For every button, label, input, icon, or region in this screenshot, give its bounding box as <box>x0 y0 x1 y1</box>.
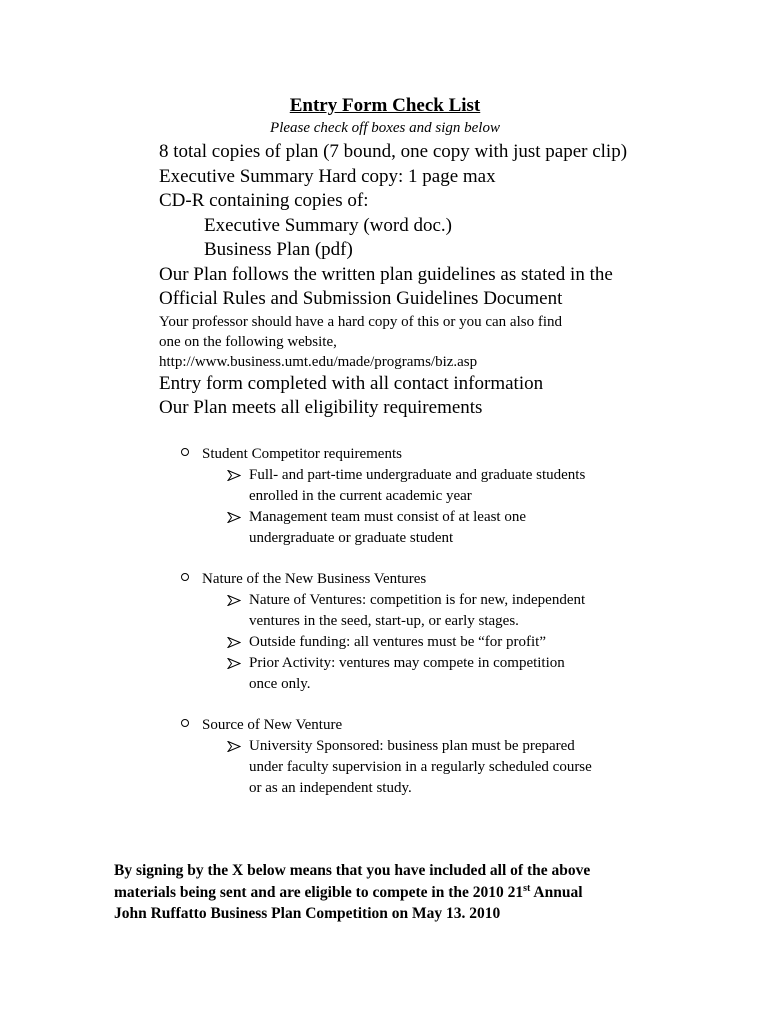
checklist-item-entry-form: Entry form completed with all contact information <box>159 372 544 394</box>
bullet-text: once only. <box>249 676 311 692</box>
circle-bullet-icon <box>181 573 189 581</box>
arrowhead-bullet-icon <box>227 590 241 611</box>
arrowhead-bullet-icon <box>227 736 241 757</box>
bullet-text: undergraduate or graduate student <box>249 530 454 546</box>
section-title: Student Competitor requirements <box>202 446 402 462</box>
eligibility-section-source <box>181 715 701 799</box>
arrowhead-bullet-icon <box>227 507 241 528</box>
arrowhead-bullet-icon <box>227 632 241 653</box>
signature-note <box>114 860 674 925</box>
list-item <box>181 507 701 549</box>
list-item <box>181 653 701 695</box>
checklist-item-guidelines-line1: Our Plan follows the written plan guidelines as stated in the <box>159 263 613 285</box>
arrowhead-bullet-icon <box>227 653 241 674</box>
checklist-item-eligibility: Our Plan meets all eligibility requirements <box>159 397 483 418</box>
bullet-text: ventures in the seed, start-up, or early stages. <box>249 613 519 629</box>
circle-bullet-icon <box>181 448 189 456</box>
bullet-text: under faculty supervision in a regularly scheduled course <box>249 759 592 775</box>
list-item <box>181 736 701 799</box>
ordinal-suffix: st <box>523 882 531 894</box>
list-item <box>181 632 701 653</box>
bullet-text: enrolled in the current academic year <box>249 488 472 504</box>
list-item <box>181 465 701 507</box>
bullet-text: Management team must consist of at least one <box>249 509 527 525</box>
bullet-text: Nature of Ventures: competition is for new, independent <box>249 592 586 608</box>
bullet-text: Full- and part-time undergraduate and graduate students <box>249 467 586 483</box>
signature-note-text: materials being sent and are eligible to compete in the 2010 21 <box>114 883 524 901</box>
signature-note-text: Annual <box>530 883 583 901</box>
guidelines-note-line2: one on the following website, <box>159 333 337 350</box>
list-item <box>181 590 701 632</box>
section-title: Source of New Venture <box>202 717 343 733</box>
checklist <box>159 140 719 421</box>
page-subtitle: Please check off boxes and sign below <box>270 120 500 136</box>
circle-bullet-icon <box>181 719 189 727</box>
signature-note-line: By signing by the X below means that you have included all of the above <box>114 862 591 879</box>
checklist-item-copies: 8 total copies of plan (7 bound, one copy with just paper clip) <box>159 141 628 162</box>
checklist-subitem-business-plan: Business Plan (pdf) <box>204 239 353 260</box>
bullet-text: University Sponsored: business plan must be prepared <box>249 738 575 754</box>
checklist-item-cdr: CD-R containing copies of: <box>159 190 369 211</box>
signature-note-line: John Ruffatto Business Plan Competition on May 13. 2010 <box>114 905 501 922</box>
section-title: Nature of the New Business Ventures <box>202 571 427 587</box>
signature-note-line <box>114 882 674 904</box>
arrowhead-bullet-icon <box>227 465 241 486</box>
checklist-subitem-exec-summary: Executive Summary (word doc.) <box>204 214 452 236</box>
bullet-text: Outside funding: all ventures must be “for profit” <box>249 634 547 650</box>
guidelines-url: http://www.business.umt.edu/made/programs/biz.asp <box>159 353 478 370</box>
eligibility-section-student <box>181 444 701 549</box>
guidelines-note-line1: Your professor should have a hard copy of this or you can also find <box>159 313 562 330</box>
bullet-text: Prior Activity: ventures may compete in competition <box>249 655 565 671</box>
page-title: Entry Form Check List <box>289 95 481 116</box>
checklist-item-guidelines-line2: Official Rules and Submission Guidelines Document <box>159 288 563 309</box>
eligibility-section-ventures <box>181 569 701 695</box>
bullet-text: or as an independent study. <box>249 780 412 796</box>
checklist-item-exec-summary: Executive Summary Hard copy: 1 page max <box>159 165 496 187</box>
